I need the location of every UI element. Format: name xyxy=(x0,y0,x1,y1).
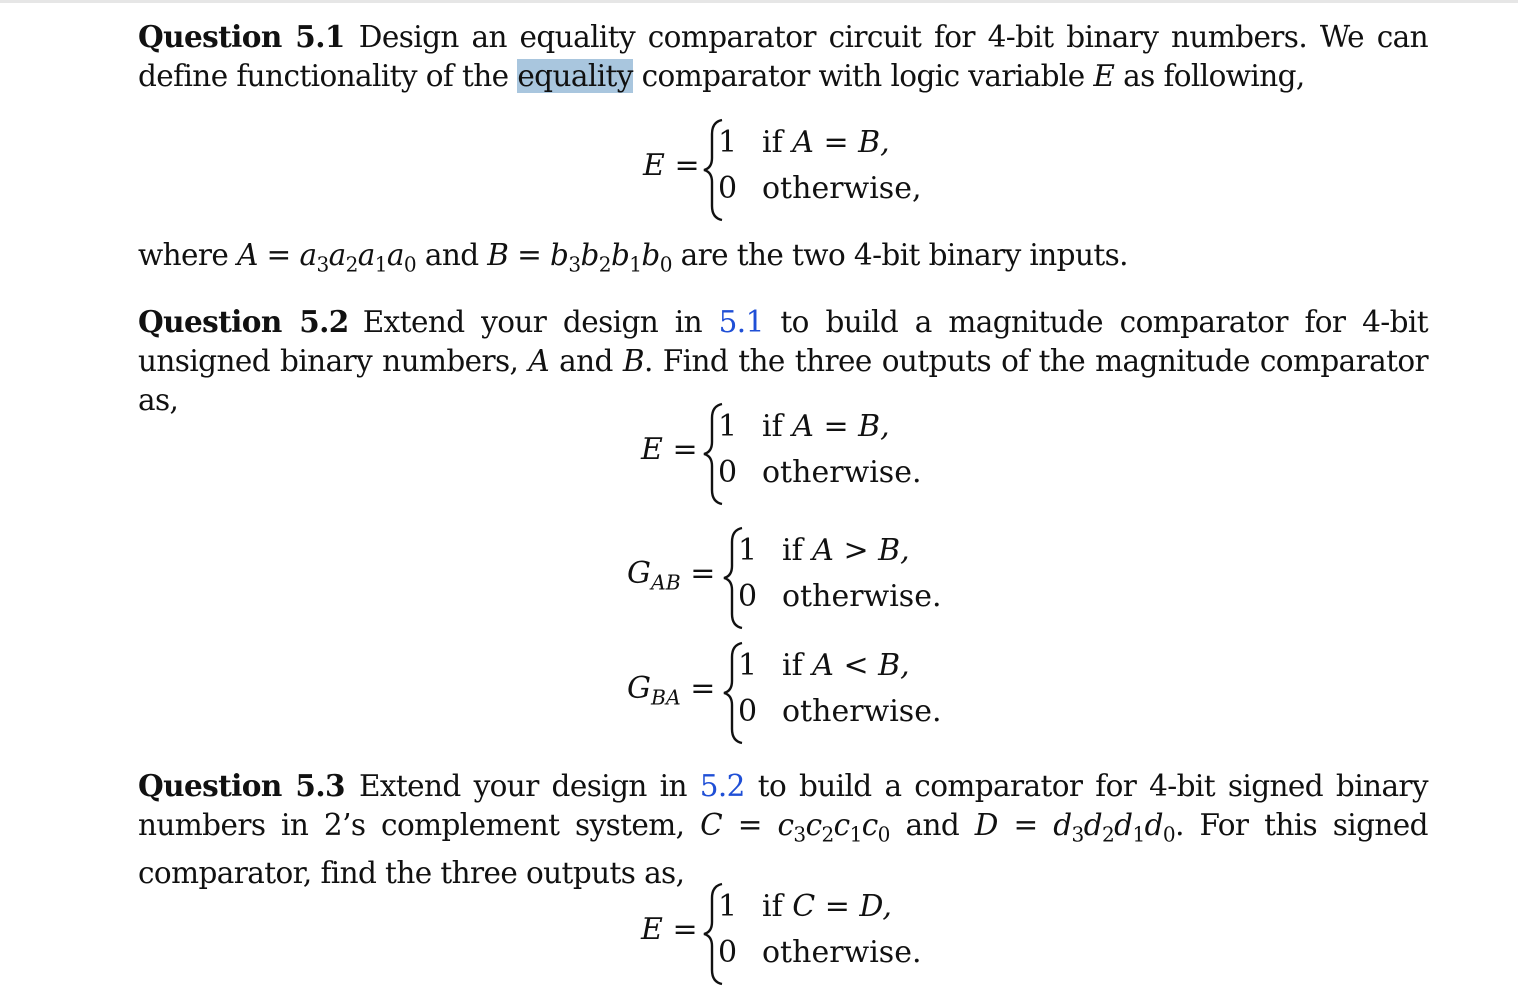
eq-lhs-subscript: AB xyxy=(650,570,681,595)
question-5-1-text xyxy=(138,17,1428,96)
q51-text-2: comparator with logic variable xyxy=(641,59,1085,93)
case-if: if xyxy=(762,409,783,444)
C-definition xyxy=(700,808,890,847)
C-def-text: C = c xyxy=(700,808,794,842)
case-condition: otherwise, xyxy=(762,171,922,206)
reference-link-5-1[interactable]: 5.1 xyxy=(718,305,764,339)
q53-text-2: to build a comparator for 4-bit signed binary numbers in 2’s complement system, xyxy=(138,769,1428,842)
case-condition: A < B, xyxy=(812,648,910,683)
equals-sign: = xyxy=(690,671,716,706)
d-letter: d xyxy=(1114,808,1133,842)
sub: 3 xyxy=(316,252,329,277)
B-def-text: B = b xyxy=(487,238,569,272)
c-letter: c xyxy=(805,808,822,842)
a-letter: a xyxy=(328,238,346,272)
case-row-2 xyxy=(718,455,922,490)
case-condition: otherwise. xyxy=(762,455,922,490)
where-line xyxy=(138,236,1428,284)
case-row-1 xyxy=(718,125,890,160)
q52-text-3: . Find the three outputs of the magnitude comparator as, xyxy=(138,344,1429,417)
A-definition xyxy=(237,238,417,277)
and-word: and xyxy=(424,238,479,272)
equals-sign: = xyxy=(672,912,698,947)
case-value: 0 xyxy=(738,579,758,614)
eq-lhs xyxy=(641,912,698,947)
case-value: 1 xyxy=(718,889,738,924)
case-row-1 xyxy=(738,533,910,568)
sub: 1 xyxy=(1132,822,1145,847)
reference-link-5-2[interactable]: 5.2 xyxy=(699,769,745,803)
b-letter: b xyxy=(610,238,630,272)
page-top-edge xyxy=(0,0,1518,3)
d-letter: d xyxy=(1083,808,1102,842)
b-letter: b xyxy=(641,238,660,272)
question-5-2-text xyxy=(138,302,1428,420)
sub: 2 xyxy=(821,822,834,847)
question-5-3-text xyxy=(138,766,1428,893)
q51-text-3: as following, xyxy=(1123,59,1305,93)
case-value: 0 xyxy=(718,455,738,490)
case-value: 0 xyxy=(738,694,758,729)
case-condition: C = D, xyxy=(792,889,892,924)
question-5-1-label: Question 5.1 xyxy=(138,19,345,54)
case-row-2 xyxy=(718,935,922,970)
case-row-2 xyxy=(718,171,922,206)
case-row-1 xyxy=(738,648,910,683)
case-if: if xyxy=(782,648,803,683)
sub: 2 xyxy=(598,252,611,277)
sub: 3 xyxy=(568,252,581,277)
sub: 1 xyxy=(374,252,387,277)
eq-lhs xyxy=(643,148,700,183)
c-letter: c xyxy=(833,808,850,842)
and-word: and xyxy=(905,808,960,842)
case-condition: otherwise. xyxy=(782,694,942,729)
a-letter: a xyxy=(357,238,375,272)
case-row-1 xyxy=(718,409,890,444)
eq-lhs-var: E xyxy=(641,912,663,947)
case-row-2 xyxy=(738,694,942,729)
case-condition: A = B, xyxy=(792,125,890,160)
B-definition xyxy=(487,238,672,277)
and-word: and xyxy=(559,344,613,378)
sub: 2 xyxy=(1102,822,1115,847)
sub: 2 xyxy=(345,252,358,277)
d-letter: d xyxy=(1144,808,1163,842)
question-5-3-label: Question 5.3 xyxy=(138,768,345,803)
eq-lhs-var: G xyxy=(627,671,651,706)
D-def-text: D = d xyxy=(974,808,1072,842)
q53-text-3: . For this signed comparator, find the three outputs as, xyxy=(138,808,1428,891)
q52-text-2: to build a magnitude comparator for 4-bit unsigned binary numbers, xyxy=(138,305,1428,378)
sub: 1 xyxy=(849,822,862,847)
eq-lhs-var: G xyxy=(627,556,651,591)
case-value: 1 xyxy=(738,533,758,568)
where-end-text: are the two 4-bit binary inputs. xyxy=(680,238,1128,272)
question-5-2-label: Question 5.2 xyxy=(138,304,349,339)
eq-lhs xyxy=(627,556,715,595)
sub: 0 xyxy=(659,252,672,277)
q52-text-1: Extend your design in xyxy=(362,305,702,339)
sub: 1 xyxy=(629,252,642,277)
eq-lhs xyxy=(627,671,715,710)
case-value: 0 xyxy=(718,171,738,206)
equals-sign: = xyxy=(690,556,716,591)
var-B: B xyxy=(622,344,644,378)
equals-sign: = xyxy=(672,432,698,467)
c-letter: c xyxy=(861,808,878,842)
b-letter: b xyxy=(580,238,599,272)
equals-sign: = xyxy=(674,148,700,183)
eq-lhs-var: E xyxy=(643,148,665,183)
case-if: if xyxy=(762,889,783,924)
eq-lhs xyxy=(641,432,698,467)
case-value: 1 xyxy=(718,125,738,160)
case-value: 1 xyxy=(718,409,738,444)
case-condition: A > B, xyxy=(812,533,910,568)
eq-lhs-var: E xyxy=(641,432,663,467)
sub: 0 xyxy=(877,822,890,847)
variable-E: E xyxy=(1093,59,1115,93)
A-def-text: A = a xyxy=(237,238,317,272)
where-word: where xyxy=(138,238,229,272)
case-row-2 xyxy=(738,579,942,614)
case-if: if xyxy=(782,533,803,568)
q51-text-1: Design an equality comparator circuit for 4-bit binary numbers. We can define functionality of the xyxy=(138,20,1428,93)
case-if: if xyxy=(762,125,783,160)
sub: 0 xyxy=(1162,822,1176,847)
var-A: A xyxy=(528,344,550,378)
highlighted-word[interactable]: equality xyxy=(517,59,633,93)
case-condition: otherwise. xyxy=(782,579,942,614)
eq-lhs-subscript: BA xyxy=(650,685,681,710)
q53-text-1: Extend your design in xyxy=(358,769,687,803)
sub: 3 xyxy=(1071,822,1084,847)
case-value: 0 xyxy=(718,935,738,970)
case-condition: A = B, xyxy=(792,409,890,444)
case-row-1 xyxy=(718,889,892,924)
case-condition: otherwise. xyxy=(762,935,922,970)
sub: 0 xyxy=(403,252,417,277)
case-value: 1 xyxy=(738,648,758,683)
a-letter: a xyxy=(386,238,404,272)
D-definition xyxy=(974,808,1176,847)
sub: 3 xyxy=(793,822,806,847)
